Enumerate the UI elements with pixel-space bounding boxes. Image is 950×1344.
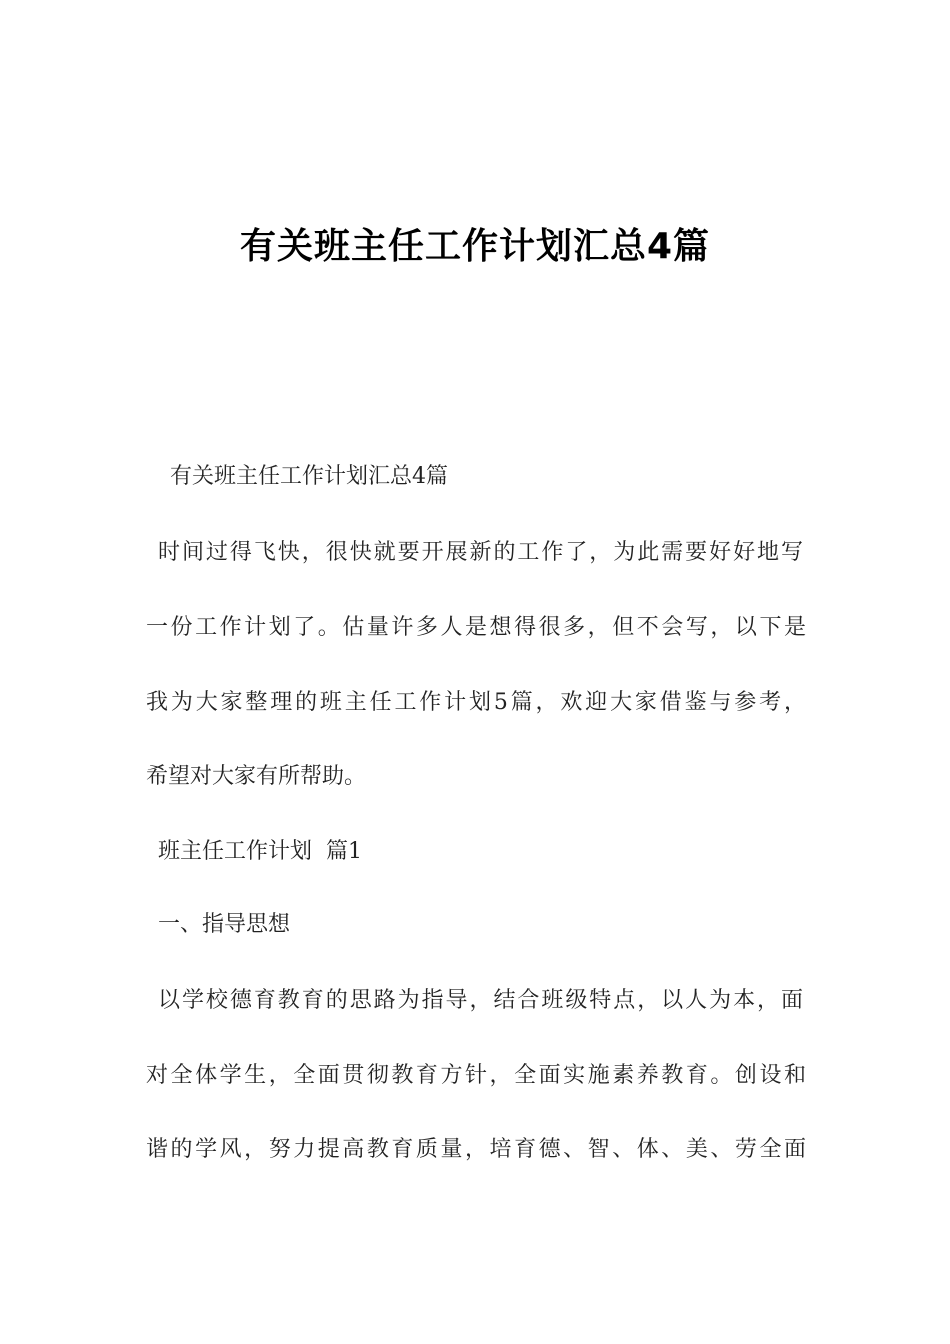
intro-line-4: 希望对大家有所帮助。	[146, 764, 367, 789]
document-title: 有关班主任工作计划汇总4篇	[239, 226, 711, 267]
intro-line-1: 时间过得飞快，很快就要开展新的工作了，为此需要好好地写	[158, 540, 803, 565]
body-line-1: 以学校德育教育的思路为指导，结合班级特点，以人为本，面	[158, 988, 803, 1013]
body-line-2: 对全体学生，全面贯彻教育方针，全面实施素养教育。创设和	[146, 1063, 806, 1088]
subtitle-line: 有关班主任工作计划汇总4篇	[170, 464, 448, 489]
section-title: 班主任工作计划 篇1	[158, 839, 362, 864]
intro-line-2: 一份工作计划了。估量许多人是想得很多，但不会写，以下是	[146, 615, 806, 640]
body-line-3: 谐的学风，努力提高教育质量，培育德、智、体、美、劳全面	[146, 1137, 806, 1162]
heading-guiding-thought: 一、指导思想	[158, 912, 291, 937]
intro-line-3: 我为大家整理的班主任工作计划5篇，欢迎大家借鉴与参考，	[146, 690, 806, 715]
